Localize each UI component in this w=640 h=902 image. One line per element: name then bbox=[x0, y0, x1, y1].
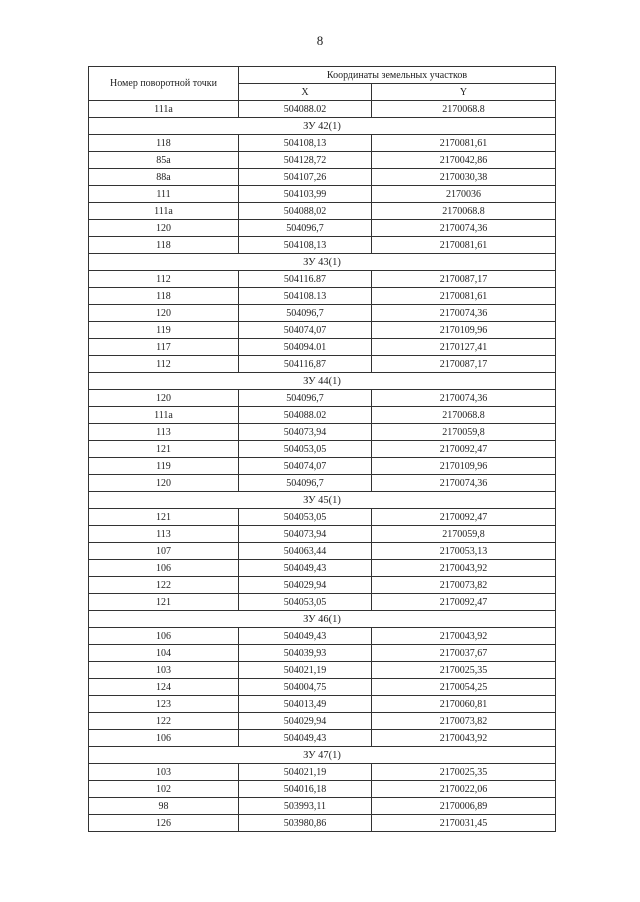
x-coordinate-cell: 504029,94 bbox=[239, 577, 372, 594]
point-number-cell: 106 bbox=[89, 628, 239, 645]
x-coordinate-cell: 504049,43 bbox=[239, 628, 372, 645]
table-row bbox=[89, 458, 556, 475]
y-coordinate-cell: 2170054,25 bbox=[372, 679, 556, 696]
table-row bbox=[89, 628, 556, 645]
point-number-cell: 102 bbox=[89, 781, 239, 798]
point-number-cell: 111а bbox=[89, 407, 239, 424]
table-row bbox=[89, 781, 556, 798]
point-number-cell: 98 bbox=[89, 798, 239, 815]
point-number-cell: 121 bbox=[89, 509, 239, 526]
table-row bbox=[89, 424, 556, 441]
x-coordinate-cell: 504049,43 bbox=[239, 730, 372, 747]
point-number-cell: 111а bbox=[89, 203, 239, 220]
point-number-cell: 112 bbox=[89, 271, 239, 288]
x-coordinate-cell: 504094.01 bbox=[239, 339, 372, 356]
table-row bbox=[89, 152, 556, 169]
x-coordinate-cell: 504116.87 bbox=[239, 271, 372, 288]
y-coordinate-cell: 2170092,47 bbox=[372, 509, 556, 526]
x-coordinate-cell: 504128,72 bbox=[239, 152, 372, 169]
table-row bbox=[89, 662, 556, 679]
table-row bbox=[89, 645, 556, 662]
point-number-cell: 103 bbox=[89, 764, 239, 781]
table-row bbox=[89, 169, 556, 186]
section-row bbox=[89, 747, 556, 764]
y-coordinate-cell: 2170074,36 bbox=[372, 305, 556, 322]
y-coordinate-cell: 2170068.8 bbox=[372, 101, 556, 118]
x-coordinate-cell: 504107,26 bbox=[239, 169, 372, 186]
x-coordinate-cell: 504049,43 bbox=[239, 560, 372, 577]
y-coordinate-cell: 2170073,82 bbox=[372, 713, 556, 730]
x-coordinate-cell: 504096,7 bbox=[239, 305, 372, 322]
section-row bbox=[89, 492, 556, 509]
y-coordinate-cell: 2170030,38 bbox=[372, 169, 556, 186]
table-row bbox=[89, 764, 556, 781]
point-number-cell: 88а bbox=[89, 169, 239, 186]
x-coordinate-cell: 504013,49 bbox=[239, 696, 372, 713]
y-coordinate-cell: 2170081,61 bbox=[372, 237, 556, 254]
header-point-number: Номер поворотной точки bbox=[89, 67, 239, 101]
point-number-cell: 106 bbox=[89, 560, 239, 577]
x-coordinate-cell: 504096,7 bbox=[239, 475, 372, 492]
section-row bbox=[89, 373, 556, 390]
x-coordinate-cell: 504016,18 bbox=[239, 781, 372, 798]
x-coordinate-cell: 504063,44 bbox=[239, 543, 372, 560]
x-coordinate-cell: 504053,05 bbox=[239, 441, 372, 458]
table-row bbox=[89, 543, 556, 560]
point-number-cell: 123 bbox=[89, 696, 239, 713]
table-row bbox=[89, 322, 556, 339]
y-coordinate-cell: 2170053,13 bbox=[372, 543, 556, 560]
section-title: ЗУ 45(1) bbox=[89, 492, 556, 509]
point-number-cell: 119 bbox=[89, 322, 239, 339]
y-coordinate-cell: 2170036 bbox=[372, 186, 556, 203]
x-coordinate-cell: 504073,94 bbox=[239, 526, 372, 543]
point-number-cell: 103 bbox=[89, 662, 239, 679]
y-coordinate-cell: 2170109,96 bbox=[372, 322, 556, 339]
table-row bbox=[89, 475, 556, 492]
section-title: ЗУ 46(1) bbox=[89, 611, 556, 628]
table-row bbox=[89, 237, 556, 254]
table-row bbox=[89, 305, 556, 322]
y-coordinate-cell: 2170127,41 bbox=[372, 339, 556, 356]
table-body bbox=[89, 101, 556, 832]
section-title: ЗУ 44(1) bbox=[89, 373, 556, 390]
x-coordinate-cell: 504108,13 bbox=[239, 135, 372, 152]
table-row bbox=[89, 577, 556, 594]
point-number-cell: 112 bbox=[89, 356, 239, 373]
y-coordinate-cell: 2170059,8 bbox=[372, 424, 556, 441]
y-coordinate-cell: 2170087,17 bbox=[372, 271, 556, 288]
x-coordinate-cell: 504053,05 bbox=[239, 594, 372, 611]
y-coordinate-cell: 2170081,61 bbox=[372, 288, 556, 305]
y-coordinate-cell: 2170006,89 bbox=[372, 798, 556, 815]
y-coordinate-cell: 2170068.8 bbox=[372, 407, 556, 424]
point-number-cell: 85а bbox=[89, 152, 239, 169]
point-number-cell: 120 bbox=[89, 305, 239, 322]
table-row bbox=[89, 339, 556, 356]
section-title: ЗУ 47(1) bbox=[89, 747, 556, 764]
table-row bbox=[89, 101, 556, 118]
point-number-cell: 126 bbox=[89, 815, 239, 832]
y-coordinate-cell: 2170087,17 bbox=[372, 356, 556, 373]
table-row bbox=[89, 203, 556, 220]
point-number-cell: 118 bbox=[89, 135, 239, 152]
table-row bbox=[89, 526, 556, 543]
point-number-cell: 120 bbox=[89, 220, 239, 237]
y-coordinate-cell: 2170092,47 bbox=[372, 441, 556, 458]
y-coordinate-cell: 2170022,06 bbox=[372, 781, 556, 798]
table-row bbox=[89, 560, 556, 577]
y-coordinate-cell: 2170074,36 bbox=[372, 475, 556, 492]
table-row bbox=[89, 186, 556, 203]
point-number-cell: 119 bbox=[89, 458, 239, 475]
x-coordinate-cell: 504021,19 bbox=[239, 662, 372, 679]
section-title: ЗУ 42(1) bbox=[89, 118, 556, 135]
x-coordinate-cell: 504053,05 bbox=[239, 509, 372, 526]
x-coordinate-cell: 504039,93 bbox=[239, 645, 372, 662]
table-row bbox=[89, 594, 556, 611]
x-coordinate-cell: 504088,02 bbox=[239, 203, 372, 220]
point-number-cell: 120 bbox=[89, 475, 239, 492]
x-coordinate-cell: 504116,87 bbox=[239, 356, 372, 373]
x-coordinate-cell: 504103,99 bbox=[239, 186, 372, 203]
x-coordinate-cell: 504108,13 bbox=[239, 237, 372, 254]
x-coordinate-cell: 504088.02 bbox=[239, 101, 372, 118]
section-row bbox=[89, 254, 556, 271]
section-row bbox=[89, 611, 556, 628]
point-number-cell: 106 bbox=[89, 730, 239, 747]
y-coordinate-cell: 2170073,82 bbox=[372, 577, 556, 594]
x-coordinate-cell: 504074,07 bbox=[239, 322, 372, 339]
table-row bbox=[89, 730, 556, 747]
x-coordinate-cell: 504004,75 bbox=[239, 679, 372, 696]
y-coordinate-cell: 2170031,45 bbox=[372, 815, 556, 832]
y-coordinate-cell: 2170025,35 bbox=[372, 662, 556, 679]
y-coordinate-cell: 2170060,81 bbox=[372, 696, 556, 713]
x-coordinate-cell: 503993,11 bbox=[239, 798, 372, 815]
table-row bbox=[89, 509, 556, 526]
header-y: Y bbox=[372, 84, 556, 101]
x-coordinate-cell: 504088.02 bbox=[239, 407, 372, 424]
section-row bbox=[89, 118, 556, 135]
table-row bbox=[89, 135, 556, 152]
point-number-cell: 124 bbox=[89, 679, 239, 696]
table-row bbox=[89, 798, 556, 815]
y-coordinate-cell: 2170042,86 bbox=[372, 152, 556, 169]
table-row bbox=[89, 271, 556, 288]
x-coordinate-cell: 504029,94 bbox=[239, 713, 372, 730]
point-number-cell: 104 bbox=[89, 645, 239, 662]
point-number-cell: 118 bbox=[89, 237, 239, 254]
y-coordinate-cell: 2170074,36 bbox=[372, 220, 556, 237]
header-coordinates: Координаты земельных участков bbox=[239, 67, 556, 84]
point-number-cell: 113 bbox=[89, 526, 239, 543]
x-coordinate-cell: 504073,94 bbox=[239, 424, 372, 441]
point-number-cell: 111 bbox=[89, 186, 239, 203]
table-row bbox=[89, 356, 556, 373]
point-number-cell: 120 bbox=[89, 390, 239, 407]
y-coordinate-cell: 2170109,96 bbox=[372, 458, 556, 475]
point-number-cell: 117 bbox=[89, 339, 239, 356]
point-number-cell: 121 bbox=[89, 441, 239, 458]
x-coordinate-cell: 504074,07 bbox=[239, 458, 372, 475]
y-coordinate-cell: 2170074,36 bbox=[372, 390, 556, 407]
page-number: 8 bbox=[316, 33, 324, 48]
point-number-cell: 111а bbox=[89, 101, 239, 118]
table-row bbox=[89, 390, 556, 407]
y-coordinate-cell: 2170043,92 bbox=[372, 628, 556, 645]
table-row bbox=[89, 407, 556, 424]
point-number-cell: 118 bbox=[89, 288, 239, 305]
y-coordinate-cell: 2170043,92 bbox=[372, 560, 556, 577]
y-coordinate-cell: 2170092,47 bbox=[372, 594, 556, 611]
point-number-cell: 122 bbox=[89, 713, 239, 730]
table-row bbox=[89, 696, 556, 713]
y-coordinate-cell: 2170068.8 bbox=[372, 203, 556, 220]
table-row bbox=[89, 679, 556, 696]
table-row bbox=[89, 815, 556, 832]
y-coordinate-cell: 2170043,92 bbox=[372, 730, 556, 747]
y-coordinate-cell: 2170059,8 bbox=[372, 526, 556, 543]
x-coordinate-cell: 504096,7 bbox=[239, 390, 372, 407]
point-number-cell: 113 bbox=[89, 424, 239, 441]
section-title: ЗУ 43(1) bbox=[89, 254, 556, 271]
table-row bbox=[89, 288, 556, 305]
point-number-cell: 122 bbox=[89, 577, 239, 594]
y-coordinate-cell: 2170037,67 bbox=[372, 645, 556, 662]
table-row bbox=[89, 441, 556, 458]
x-coordinate-cell: 504096,7 bbox=[239, 220, 372, 237]
coordinates-table bbox=[88, 66, 556, 832]
x-coordinate-cell: 503980,86 bbox=[239, 815, 372, 832]
header-x: X bbox=[239, 84, 372, 101]
y-coordinate-cell: 2170025,35 bbox=[372, 764, 556, 781]
point-number-cell: 107 bbox=[89, 543, 239, 560]
point-number-cell: 121 bbox=[89, 594, 239, 611]
x-coordinate-cell: 504108.13 bbox=[239, 288, 372, 305]
table-row bbox=[89, 220, 556, 237]
table-row bbox=[89, 713, 556, 730]
y-coordinate-cell: 2170081,61 bbox=[372, 135, 556, 152]
x-coordinate-cell: 504021,19 bbox=[239, 764, 372, 781]
